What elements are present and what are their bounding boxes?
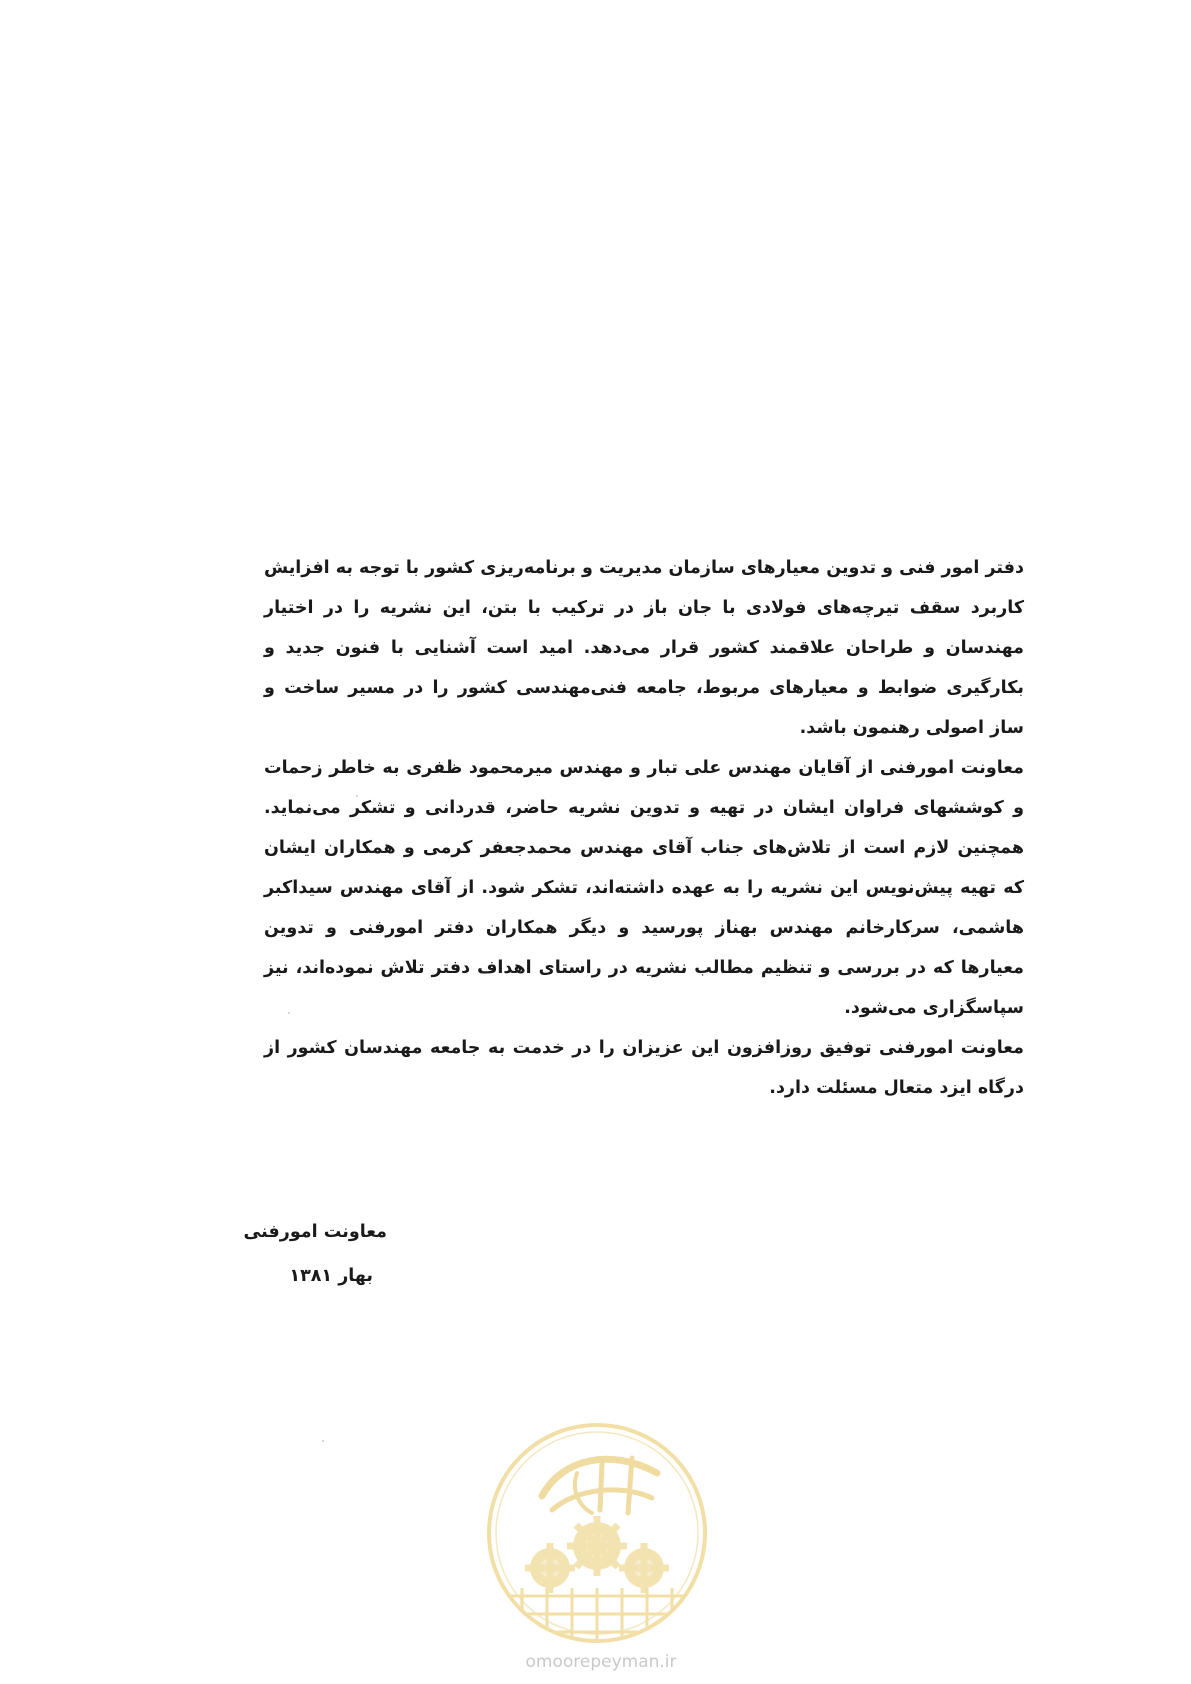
publisher-seal-watermark [482, 1418, 712, 1648]
signature-block [243, 1210, 387, 1298]
preface-paragraph-2: معاونت امورفنی از آقایان مهندس علی تبار و مهندس میرمحمود ظفری به خاطر زحمات و کوششهای فراوان ایشان در تهیه و تدوین نشریه حاضر، قدردانی و تشکر می‌نماید. همچنین لازم است از تلاش‌های جناب آقای مهندس محمدجعفر کرمی و همکاران ایشان که تهیه پیش‌نویس این نشریه را به عهده داشته‌اند، تشکر شود. از آقای مهندس سیداکبر هاشمی، سرکارخانم مهندس بهناز پورسید و دیگر همکاران دفتر امورفنی و تدوین معیارها که در بررسی و تنظیم مطالب نشریه در راستای اهداف دفتر تلاش نموده‌اند، نیز سپاسگزاری می‌شود. [264, 758, 1024, 1018]
seal-icon [482, 1418, 712, 1648]
scan-speck [322, 1440, 324, 1442]
preface-paragraph-3: معاونت امورفنی توفیق روزافزون این عزیزان را در خدمت به جامعه مهندسان کشور از درگاه ایزد متعال مسئلت دارد. [264, 1038, 1024, 1098]
preface-body [264, 548, 1024, 1108]
preface-paragraph-1: دفتر امور فنی و تدوین معیارهای سازمان مدیریت و برنامه‌ریزی کشور با توجه به افزایش کاربرد سقف تیرچه‌های فولادی با جان باز در ترکیب با بتن، این نشریه را در اختیار مهندسان و طراحان علاقمند کشور قرار می‌دهد. امید است آشنایی با فنون جدید و بکارگیری ضوابط و معیارهای مربوط، جامعه فنی‌مهندسی کشور را در مسیر ساخت و ساز اصولی رهنمون باشد. [264, 558, 1024, 738]
watermark-url: omoorepeyman.ir [525, 1652, 677, 1672]
signature-title: معاونت امورفنی [243, 1222, 387, 1242]
scan-speck [288, 1012, 290, 1014]
signature-date: بهار ۱۳۸۱ [289, 1266, 373, 1286]
scan-speck [356, 795, 358, 797]
